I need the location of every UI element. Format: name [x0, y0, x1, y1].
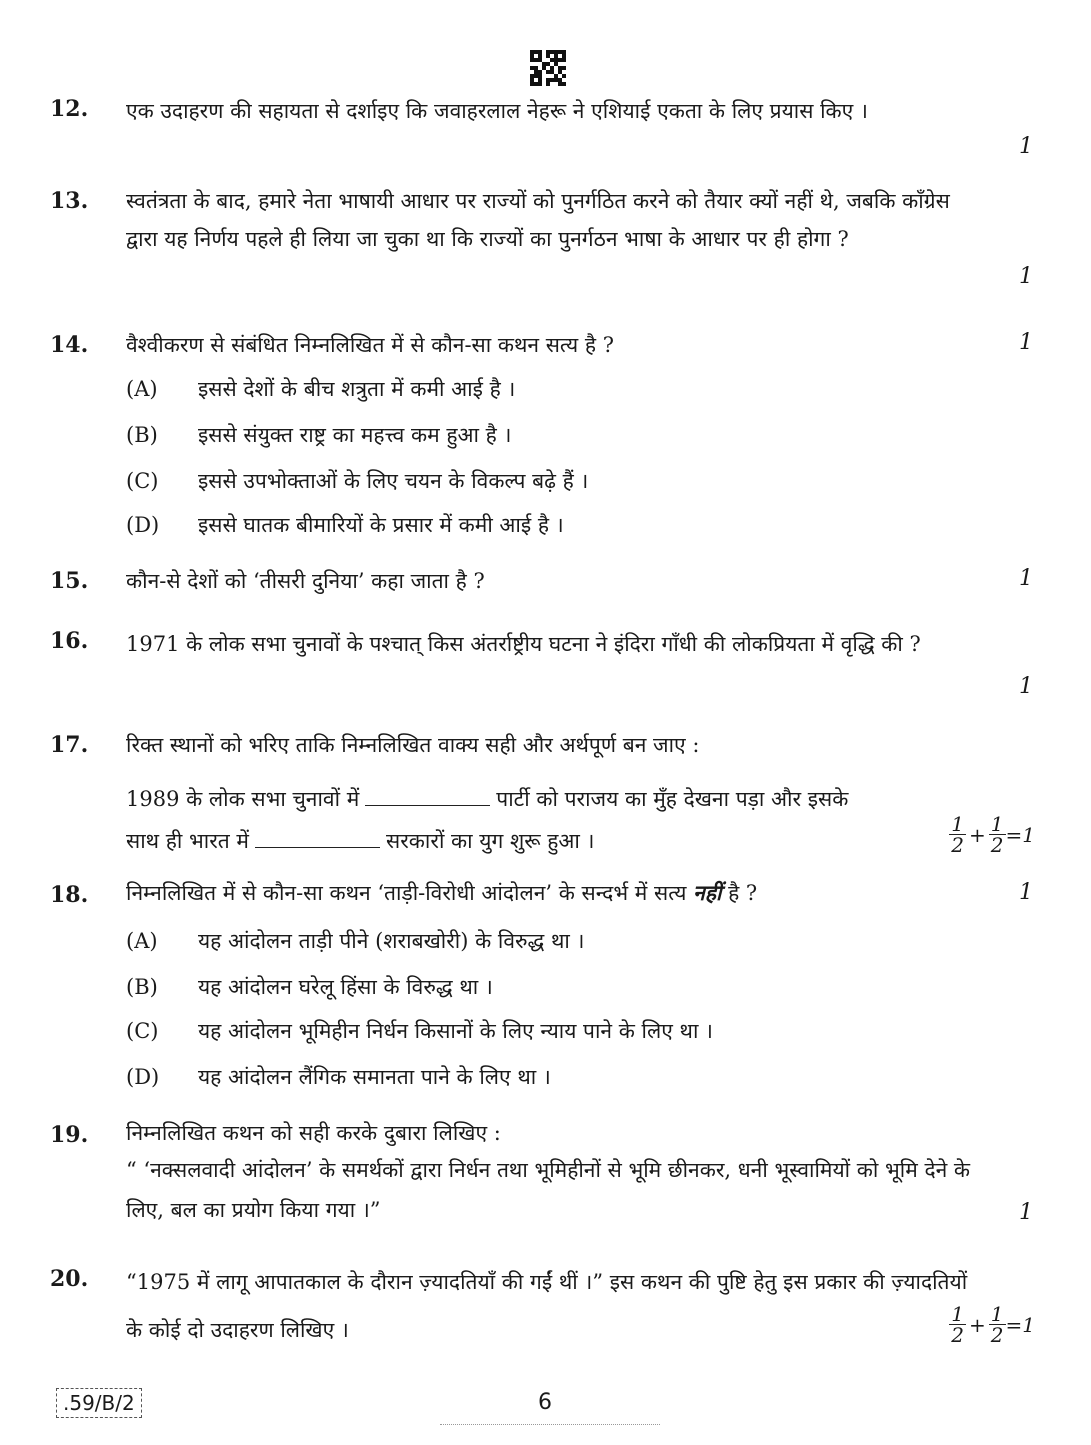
fill-blank-line-1: 1989 के लोक सभा चुनावों में पार्टी को पराजय का मुँह देखना पड़ा और इसके: [126, 787, 849, 811]
fraction-marks: 1 2 + $\frac{1}{2}$ = 1: [951, 1302, 1035, 1347]
fill-blank-line-2: साथ ही भारत में सरकारों का युग शुरू हुआ ।: [126, 829, 595, 853]
question-number: 17.: [50, 732, 89, 758]
statement-quote: “ ‘नक्सलवादी आंदोलन’ के समर्थकों द्वारा निर्धन तथा भूमिहीनों से भूमि छीनकर, धनी भूस्वामियों को भूमि देने के लिए, बल का प्रयोग किया गया ।”: [126, 1158, 971, 1222]
option-d: (D) यह आंदोलन लैंगिक समानता पाने के लिए था ।: [126, 1065, 551, 1089]
question-text: रिक्त स्थानों को भरिए ताकि निम्नलिखित वाक्य सही और अर्थपूर्ण बन जाए :: [126, 733, 700, 757]
question-number: 14.: [50, 332, 89, 358]
question-number: 18.: [50, 882, 89, 908]
blank-2[interactable]: [255, 827, 380, 848]
marks: 1: [1019, 674, 1033, 699]
question-text: निम्नलिखित में से कौन-सा कथन ‘ताड़ी-विरोधी आंदोलन’ के सन्दर्भ में सत्य नहीं है ?: [126, 880, 758, 905]
blank-1[interactable]: [365, 785, 490, 806]
question-text: कौन-से देशों को ‘तीसरी दुनिया’ कहा जाता है ?: [126, 569, 485, 593]
question-number: 16.: [50, 628, 89, 654]
option-c: (C) यह आंदोलन भूमिहीन निर्धन किसानों के लिए न्याय पाने के लिए था ।: [126, 1019, 714, 1043]
marks: 1: [1019, 1200, 1033, 1225]
question-text: स्वतंत्रता के बाद, हमारे नेता भाषायी आधार पर राज्यों को पुनर्गठित करने को तैयार क्यों नहीं थे, जबकि काँग्रेस द्वारा यह निर्णय पहले ही लिया जा चुका था कि राज्यों का पुनर्गठन भाषा के आधार पर ही होगा ?: [126, 189, 950, 251]
option-a: (A) यह आंदोलन ताड़ी पीने (शराबखोरी) के विरुद्ध था ।: [126, 929, 585, 953]
security-microtext-line: [440, 1424, 660, 1428]
question-text: वैश्वीकरण से संबंधित निम्नलिखित में से कौन-सा कथन सत्य है ?: [126, 333, 614, 357]
option-b: (B) इससे संयुक्त राष्ट्र का महत्त्व कम हुआ है ।: [126, 423, 512, 447]
question-number: 19.: [50, 1122, 89, 1148]
question-text: “1975 में लागू आपातकाल के दौरान ज़्यादतियाँ की गईं थीं ।” इस कथन की पुष्टि हेतु इस प्रकार की ज़्यादतियों के कोई दो उदाहरण लिखिए ।: [126, 1270, 968, 1342]
fraction-marks: 1 2 + $\frac{1}{2}$ = 1: [951, 812, 1035, 857]
option-a: (A) इससे देशों के बीच शत्रुता में कमी आई है ।: [126, 377, 516, 401]
option-b: (B) यह आंदोलन घरेलू हिंसा के विरुद्ध था ।: [126, 975, 493, 999]
question-number: 15.: [50, 568, 89, 594]
option-d: (D) इससे घातक बीमारियों के प्रसार में कमी आई है ।: [126, 513, 564, 537]
question-number: 12.: [50, 96, 89, 122]
page-number: 6: [538, 1390, 552, 1415]
question-text: निम्नलिखित कथन को सही करके दुबारा लिखिए :: [126, 1121, 501, 1145]
option-c: (C) इससे उपभोक्ताओं के लिए चयन के विकल्प बढ़े हैं ।: [126, 469, 589, 493]
marks: 1: [1019, 880, 1033, 905]
question-number: 13.: [50, 188, 89, 214]
paper-code: .59/B/2: [56, 1388, 142, 1418]
marks: 1: [1019, 566, 1033, 591]
marks: 1: [1019, 264, 1033, 289]
qr-code-icon: [530, 50, 566, 84]
question-text: 1971 के लोक सभा चुनावों के पश्चात् किस अंतर्राष्ट्रीय घटना ने इंदिरा गाँधी की लोकप्रियता में वृद्धि की ?: [126, 632, 921, 656]
marks: 1: [1019, 134, 1033, 159]
question-text: एक उदाहरण की सहायता से दर्शाइए कि जवाहरलाल नेहरू ने एशियाई एकता के लिए प्रयास किए ।: [126, 99, 868, 123]
question-number: 20.: [50, 1266, 89, 1292]
marks: 1: [1019, 330, 1033, 355]
